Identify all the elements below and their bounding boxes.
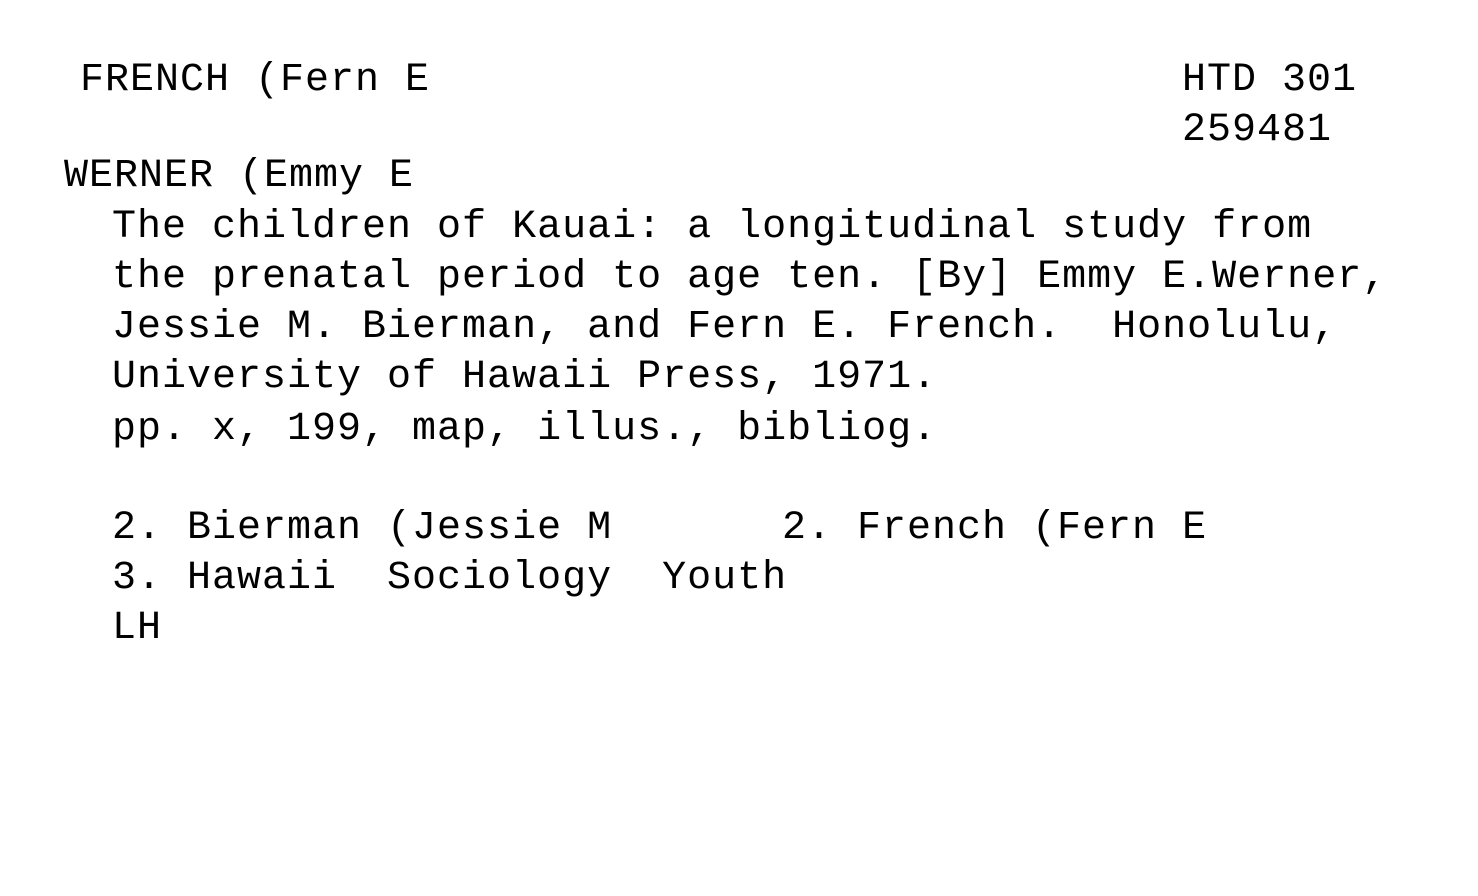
subject-tracings: 3. Hawaii Sociology Youth [112,556,788,601]
call-number-line-1: HTD 301 [1182,58,1358,103]
added-entry-french: 2. French (Fern E [782,506,1208,551]
description-line: Jessie M. Bierman, and Fern E. French. Honolulu, [112,305,1338,350]
description-line: University of Hawaii Press, 1971. [112,355,938,400]
collation-line: pp. x, 199, map, illus., bibliog. [112,407,938,452]
description-line: the prenatal period to age ten. [By] Emmy E.Werner, [112,255,1388,300]
card-heading: FRENCH (Fern E [80,58,431,103]
location-code: LH [112,606,163,651]
main-entry-author: WERNER (Emmy E [64,154,415,199]
added-entry-bierman: 2. Bierman (Jessie M [112,506,613,551]
call-number-line-2: 259481 [1182,108,1333,153]
description-line: The children of Kauai: a longitudinal study from [112,205,1313,250]
